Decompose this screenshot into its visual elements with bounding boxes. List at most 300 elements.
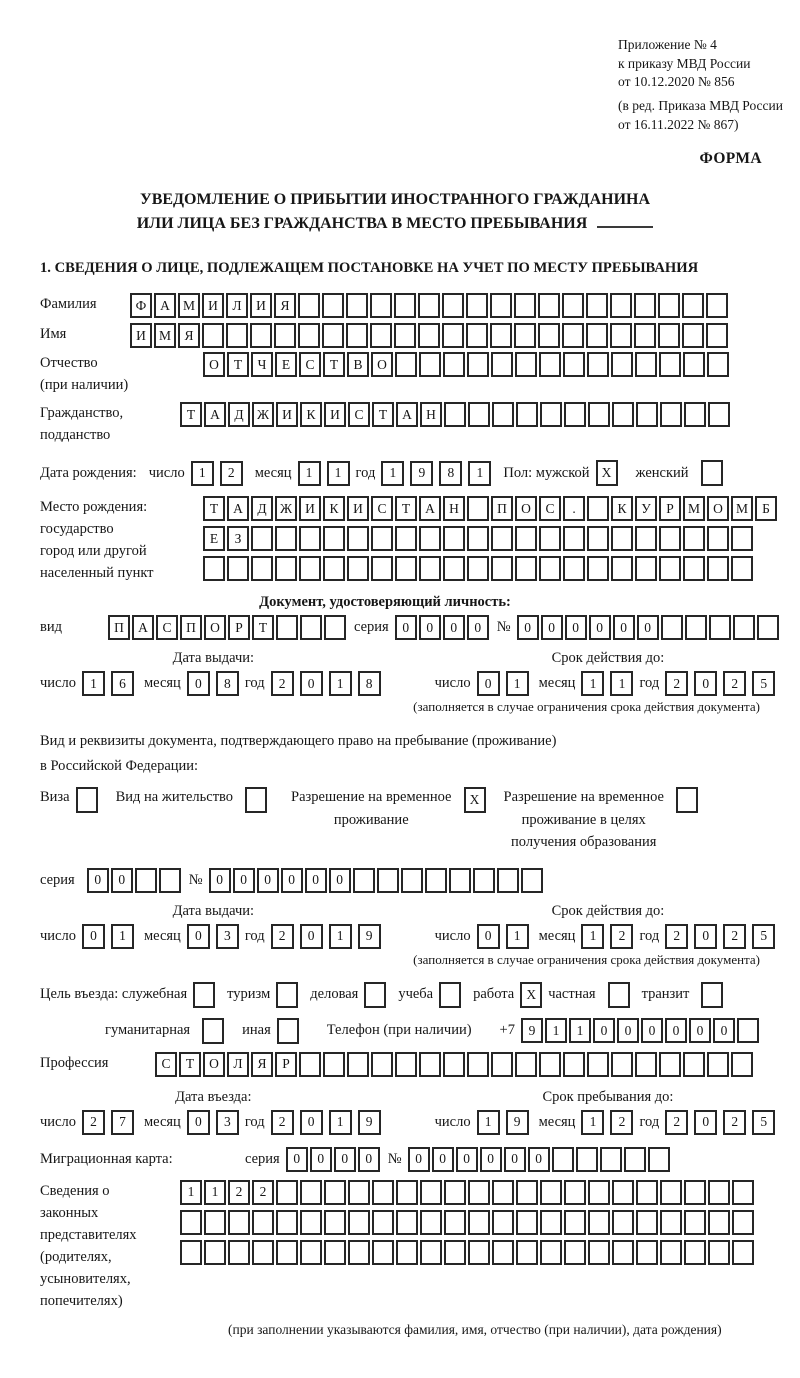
char-cell[interactable]: 9 xyxy=(410,461,433,486)
char-cell[interactable] xyxy=(635,1052,657,1077)
char-cell[interactable] xyxy=(564,1240,586,1265)
char-cell[interactable]: 9 xyxy=(358,924,381,949)
char-cell[interactable] xyxy=(492,1180,514,1205)
char-cell[interactable] xyxy=(757,615,779,640)
char-cell[interactable] xyxy=(323,556,345,581)
char-cell[interactable] xyxy=(180,1240,202,1265)
char-cell[interactable] xyxy=(467,526,489,551)
char-cell[interactable] xyxy=(395,526,417,551)
char-cell[interactable] xyxy=(377,868,399,893)
char-cell[interactable] xyxy=(300,1210,322,1235)
char-cell[interactable]: Л xyxy=(226,293,248,318)
char-cell[interactable] xyxy=(732,1210,754,1235)
char-cell[interactable] xyxy=(298,323,320,348)
char-cell[interactable]: 0 xyxy=(477,671,500,696)
char-cell[interactable] xyxy=(611,526,633,551)
char-cell[interactable] xyxy=(419,556,441,581)
char-cell[interactable] xyxy=(346,323,368,348)
char-cell[interactable]: 5 xyxy=(752,1110,775,1135)
char-cell[interactable] xyxy=(491,1052,513,1077)
char-cell[interactable] xyxy=(515,556,537,581)
char-cell[interactable] xyxy=(275,526,297,551)
char-cell[interactable] xyxy=(468,1210,490,1235)
char-cell[interactable] xyxy=(521,868,543,893)
char-cell[interactable]: С xyxy=(156,615,178,640)
checkbox-cell[interactable] xyxy=(277,1018,299,1044)
char-cell[interactable]: 0 xyxy=(589,615,611,640)
char-cell[interactable] xyxy=(347,526,369,551)
char-cell[interactable]: 0 xyxy=(665,1018,687,1043)
char-cell[interactable] xyxy=(226,323,248,348)
char-cell[interactable]: 0 xyxy=(517,615,539,640)
char-cell[interactable]: 1 xyxy=(545,1018,567,1043)
char-cell[interactable] xyxy=(563,352,585,377)
char-cell[interactable]: 9 xyxy=(521,1018,543,1043)
char-cell[interactable]: 0 xyxy=(617,1018,639,1043)
char-cell[interactable]: 0 xyxy=(613,615,635,640)
char-cell[interactable] xyxy=(396,1180,418,1205)
char-cell[interactable] xyxy=(684,1240,706,1265)
char-cell[interactable] xyxy=(323,526,345,551)
char-cell[interactable]: 0 xyxy=(395,615,417,640)
char-cell[interactable]: Н xyxy=(443,496,465,521)
char-cell[interactable]: П xyxy=(108,615,130,640)
char-cell[interactable] xyxy=(228,1240,250,1265)
char-cell[interactable] xyxy=(588,1180,610,1205)
char-cell[interactable] xyxy=(737,1018,759,1043)
checkbox-cell[interactable] xyxy=(245,787,267,813)
char-cell[interactable]: 1 xyxy=(329,924,352,949)
char-cell[interactable]: А xyxy=(227,496,249,521)
char-cell[interactable] xyxy=(323,1052,345,1077)
char-cell[interactable] xyxy=(733,615,755,640)
char-cell[interactable] xyxy=(540,402,562,427)
char-cell[interactable]: 0 xyxy=(209,868,231,893)
char-cell[interactable] xyxy=(252,1240,274,1265)
char-cell[interactable] xyxy=(708,402,730,427)
char-cell[interactable]: 1 xyxy=(569,1018,591,1043)
char-cell[interactable]: 2 xyxy=(610,924,633,949)
char-cell[interactable] xyxy=(204,1240,226,1265)
char-cell[interactable] xyxy=(371,526,393,551)
char-cell[interactable]: 1 xyxy=(506,924,529,949)
char-cell[interactable]: И xyxy=(276,402,298,427)
char-cell[interactable]: 0 xyxy=(257,868,279,893)
char-cell[interactable] xyxy=(563,556,585,581)
char-cell[interactable] xyxy=(516,1210,538,1235)
char-cell[interactable] xyxy=(299,1052,321,1077)
char-cell[interactable] xyxy=(202,323,224,348)
char-cell[interactable] xyxy=(299,556,321,581)
char-cell[interactable] xyxy=(322,293,344,318)
char-cell[interactable] xyxy=(227,556,249,581)
char-cell[interactable] xyxy=(635,352,657,377)
char-cell[interactable] xyxy=(683,526,705,551)
char-cell[interactable] xyxy=(636,1210,658,1235)
char-cell[interactable] xyxy=(322,323,344,348)
char-cell[interactable] xyxy=(442,323,464,348)
char-cell[interactable]: 6 xyxy=(111,671,134,696)
char-cell[interactable]: 9 xyxy=(506,1110,529,1135)
char-cell[interactable]: М xyxy=(154,323,176,348)
char-cell[interactable]: Я xyxy=(251,1052,273,1077)
char-cell[interactable] xyxy=(636,1180,658,1205)
char-cell[interactable] xyxy=(588,1240,610,1265)
char-cell[interactable] xyxy=(490,293,512,318)
char-cell[interactable] xyxy=(515,526,537,551)
char-cell[interactable] xyxy=(396,1240,418,1265)
char-cell[interactable] xyxy=(473,868,495,893)
char-cell[interactable] xyxy=(204,1210,226,1235)
char-cell[interactable] xyxy=(709,615,731,640)
char-cell[interactable] xyxy=(564,1210,586,1235)
char-cell[interactable]: С xyxy=(299,352,321,377)
char-cell[interactable]: С xyxy=(371,496,393,521)
char-cell[interactable] xyxy=(425,868,447,893)
char-cell[interactable] xyxy=(395,556,417,581)
char-cell[interactable] xyxy=(467,352,489,377)
char-cell[interactable] xyxy=(299,526,321,551)
char-cell[interactable] xyxy=(371,556,393,581)
char-cell[interactable]: 2 xyxy=(228,1180,250,1205)
char-cell[interactable]: Д xyxy=(251,496,273,521)
char-cell[interactable] xyxy=(587,352,609,377)
char-cell[interactable] xyxy=(372,1210,394,1235)
char-cell[interactable]: 0 xyxy=(187,671,210,696)
char-cell[interactable]: Р xyxy=(275,1052,297,1077)
char-cell[interactable] xyxy=(612,1180,634,1205)
checkbox-cell[interactable] xyxy=(701,460,723,486)
char-cell[interactable]: Т xyxy=(203,496,225,521)
char-cell[interactable] xyxy=(395,1052,417,1077)
char-cell[interactable] xyxy=(347,556,369,581)
char-cell[interactable] xyxy=(300,1240,322,1265)
char-cell[interactable]: П xyxy=(491,496,513,521)
checkbox-cell[interactable]: X xyxy=(520,982,542,1008)
char-cell[interactable]: 9 xyxy=(358,1110,381,1135)
char-cell[interactable] xyxy=(442,293,464,318)
char-cell[interactable]: 2 xyxy=(82,1110,105,1135)
char-cell[interactable]: 2 xyxy=(723,924,746,949)
char-cell[interactable]: 1 xyxy=(329,671,352,696)
char-cell[interactable]: 0 xyxy=(329,868,351,893)
char-cell[interactable] xyxy=(658,293,680,318)
char-cell[interactable]: Т xyxy=(372,402,394,427)
char-cell[interactable] xyxy=(324,1240,346,1265)
char-cell[interactable] xyxy=(443,526,465,551)
char-cell[interactable]: О xyxy=(515,496,537,521)
char-cell[interactable]: 0 xyxy=(300,1110,323,1135)
char-cell[interactable] xyxy=(394,293,416,318)
char-cell[interactable] xyxy=(250,323,272,348)
char-cell[interactable] xyxy=(372,1180,394,1205)
char-cell[interactable]: 1 xyxy=(506,671,529,696)
char-cell[interactable]: 0 xyxy=(334,1147,356,1172)
char-cell[interactable] xyxy=(562,293,584,318)
char-cell[interactable] xyxy=(648,1147,670,1172)
char-cell[interactable] xyxy=(708,1180,730,1205)
char-cell[interactable]: 7 xyxy=(111,1110,134,1135)
char-cell[interactable] xyxy=(708,1240,730,1265)
char-cell[interactable]: 1 xyxy=(581,1110,604,1135)
char-cell[interactable] xyxy=(576,1147,598,1172)
char-cell[interactable] xyxy=(371,1052,393,1077)
char-cell[interactable] xyxy=(682,323,704,348)
char-cell[interactable] xyxy=(564,1180,586,1205)
char-cell[interactable] xyxy=(587,556,609,581)
char-cell[interactable]: Р xyxy=(228,615,250,640)
char-cell[interactable]: Ч xyxy=(251,352,273,377)
char-cell[interactable]: М xyxy=(731,496,753,521)
char-cell[interactable] xyxy=(298,293,320,318)
char-cell[interactable] xyxy=(600,1147,622,1172)
char-cell[interactable] xyxy=(515,1052,537,1077)
char-cell[interactable]: 8 xyxy=(358,671,381,696)
char-cell[interactable]: Ж xyxy=(252,402,274,427)
char-cell[interactable] xyxy=(159,868,181,893)
char-cell[interactable] xyxy=(444,1180,466,1205)
char-cell[interactable]: И xyxy=(250,293,272,318)
char-cell[interactable]: А xyxy=(132,615,154,640)
char-cell[interactable]: 0 xyxy=(504,1147,526,1172)
char-cell[interactable] xyxy=(634,323,656,348)
char-cell[interactable] xyxy=(682,293,704,318)
char-cell[interactable] xyxy=(706,323,728,348)
char-cell[interactable] xyxy=(420,1180,442,1205)
char-cell[interactable]: 0 xyxy=(187,1110,210,1135)
char-cell[interactable] xyxy=(563,526,585,551)
char-cell[interactable] xyxy=(612,1210,634,1235)
char-cell[interactable]: К xyxy=(300,402,322,427)
char-cell[interactable]: Т xyxy=(179,1052,201,1077)
char-cell[interactable]: 0 xyxy=(286,1147,308,1172)
char-cell[interactable] xyxy=(516,1180,538,1205)
char-cell[interactable] xyxy=(180,1210,202,1235)
char-cell[interactable]: 0 xyxy=(300,924,323,949)
checkbox-cell[interactable] xyxy=(608,982,630,1008)
char-cell[interactable]: О xyxy=(203,1052,225,1077)
char-cell[interactable] xyxy=(515,352,537,377)
char-cell[interactable]: Ж xyxy=(275,496,297,521)
char-cell[interactable] xyxy=(707,1052,729,1077)
char-cell[interactable] xyxy=(203,556,225,581)
char-cell[interactable]: 1 xyxy=(581,671,604,696)
char-cell[interactable] xyxy=(588,1210,610,1235)
char-cell[interactable] xyxy=(443,556,465,581)
char-cell[interactable]: . xyxy=(563,496,585,521)
char-cell[interactable]: 1 xyxy=(82,671,105,696)
char-cell[interactable]: 1 xyxy=(381,461,404,486)
char-cell[interactable]: 0 xyxy=(694,924,717,949)
char-cell[interactable] xyxy=(659,556,681,581)
char-cell[interactable] xyxy=(538,323,560,348)
char-cell[interactable]: 2 xyxy=(665,924,688,949)
char-cell[interactable]: 0 xyxy=(87,868,109,893)
char-cell[interactable] xyxy=(660,402,682,427)
char-cell[interactable] xyxy=(492,1240,514,1265)
char-cell[interactable]: О xyxy=(204,615,226,640)
char-cell[interactable] xyxy=(660,1240,682,1265)
char-cell[interactable]: 0 xyxy=(565,615,587,640)
char-cell[interactable] xyxy=(348,1180,370,1205)
char-cell[interactable] xyxy=(587,496,609,521)
char-cell[interactable] xyxy=(636,402,658,427)
char-cell[interactable] xyxy=(394,323,416,348)
char-cell[interactable] xyxy=(586,323,608,348)
char-cell[interactable] xyxy=(444,402,466,427)
char-cell[interactable] xyxy=(276,1240,298,1265)
char-cell[interactable]: М xyxy=(178,293,200,318)
char-cell[interactable] xyxy=(348,1210,370,1235)
char-cell[interactable]: Д xyxy=(228,402,250,427)
checkbox-cell[interactable] xyxy=(439,982,461,1008)
char-cell[interactable]: 2 xyxy=(610,1110,633,1135)
char-cell[interactable]: Я xyxy=(178,323,200,348)
char-cell[interactable] xyxy=(612,1240,634,1265)
checkbox-cell[interactable]: X xyxy=(596,460,618,486)
char-cell[interactable]: 0 xyxy=(111,868,133,893)
char-cell[interactable] xyxy=(395,352,417,377)
char-cell[interactable]: О xyxy=(203,352,225,377)
char-cell[interactable] xyxy=(274,323,296,348)
char-cell[interactable] xyxy=(514,293,536,318)
char-cell[interactable]: 1 xyxy=(180,1180,202,1205)
char-cell[interactable] xyxy=(707,556,729,581)
char-cell[interactable] xyxy=(684,1180,706,1205)
char-cell[interactable]: А xyxy=(154,293,176,318)
char-cell[interactable] xyxy=(563,1052,585,1077)
char-cell[interactable]: Е xyxy=(275,352,297,377)
char-cell[interactable] xyxy=(491,352,513,377)
char-cell[interactable]: 8 xyxy=(439,461,462,486)
char-cell[interactable] xyxy=(300,615,322,640)
checkbox-cell[interactable] xyxy=(276,982,298,1008)
char-cell[interactable]: 0 xyxy=(694,1110,717,1135)
char-cell[interactable] xyxy=(251,526,273,551)
char-cell[interactable]: 0 xyxy=(637,615,659,640)
char-cell[interactable] xyxy=(612,402,634,427)
char-cell[interactable] xyxy=(660,1210,682,1235)
char-cell[interactable]: И xyxy=(202,293,224,318)
char-cell[interactable] xyxy=(466,293,488,318)
char-cell[interactable]: З xyxy=(227,526,249,551)
char-cell[interactable]: 1 xyxy=(329,1110,352,1135)
char-cell[interactable] xyxy=(658,323,680,348)
char-cell[interactable]: 0 xyxy=(480,1147,502,1172)
char-cell[interactable]: Н xyxy=(420,402,442,427)
char-cell[interactable]: 2 xyxy=(271,1110,294,1135)
char-cell[interactable]: 1 xyxy=(327,461,350,486)
char-cell[interactable]: 0 xyxy=(541,615,563,640)
char-cell[interactable]: А xyxy=(419,496,441,521)
char-cell[interactable]: С xyxy=(539,496,561,521)
char-cell[interactable] xyxy=(372,1240,394,1265)
char-cell[interactable] xyxy=(588,402,610,427)
checkbox-cell[interactable] xyxy=(202,1018,224,1044)
char-cell[interactable]: А xyxy=(204,402,226,427)
char-cell[interactable] xyxy=(491,526,513,551)
char-cell[interactable] xyxy=(468,402,490,427)
char-cell[interactable]: С xyxy=(155,1052,177,1077)
char-cell[interactable] xyxy=(634,293,656,318)
char-cell[interactable] xyxy=(684,402,706,427)
char-cell[interactable] xyxy=(135,868,157,893)
char-cell[interactable]: 3 xyxy=(216,924,239,949)
char-cell[interactable]: 0 xyxy=(408,1147,430,1172)
char-cell[interactable]: А xyxy=(396,402,418,427)
char-cell[interactable] xyxy=(490,323,512,348)
char-cell[interactable] xyxy=(516,1240,538,1265)
char-cell[interactable]: 0 xyxy=(281,868,303,893)
char-cell[interactable] xyxy=(443,352,465,377)
char-cell[interactable] xyxy=(684,1210,706,1235)
char-cell[interactable] xyxy=(491,556,513,581)
char-cell[interactable] xyxy=(370,293,392,318)
char-cell[interactable]: К xyxy=(611,496,633,521)
char-cell[interactable]: 0 xyxy=(82,924,105,949)
char-cell[interactable]: 0 xyxy=(310,1147,332,1172)
char-cell[interactable]: К xyxy=(323,496,345,521)
char-cell[interactable]: 0 xyxy=(641,1018,663,1043)
char-cell[interactable] xyxy=(467,556,489,581)
checkbox-cell[interactable] xyxy=(364,982,386,1008)
checkbox-cell[interactable] xyxy=(76,787,98,813)
checkbox-cell[interactable] xyxy=(676,787,698,813)
char-cell[interactable]: Л xyxy=(227,1052,249,1077)
char-cell[interactable] xyxy=(660,1180,682,1205)
char-cell[interactable] xyxy=(659,1052,681,1077)
char-cell[interactable]: И xyxy=(347,496,369,521)
char-cell[interactable] xyxy=(635,556,657,581)
char-cell[interactable] xyxy=(706,293,728,318)
char-cell[interactable] xyxy=(276,1210,298,1235)
char-cell[interactable]: Т xyxy=(323,352,345,377)
char-cell[interactable] xyxy=(562,323,584,348)
char-cell[interactable] xyxy=(732,1180,754,1205)
char-cell[interactable] xyxy=(449,868,471,893)
char-cell[interactable] xyxy=(401,868,423,893)
char-cell[interactable]: 0 xyxy=(713,1018,735,1043)
char-cell[interactable]: 0 xyxy=(358,1147,380,1172)
char-cell[interactable] xyxy=(370,323,392,348)
char-cell[interactable] xyxy=(467,496,489,521)
char-cell[interactable] xyxy=(539,352,561,377)
char-cell[interactable] xyxy=(276,1180,298,1205)
char-cell[interactable] xyxy=(586,293,608,318)
char-cell[interactable] xyxy=(419,1052,441,1077)
char-cell[interactable] xyxy=(348,1240,370,1265)
char-cell[interactable] xyxy=(540,1180,562,1205)
char-cell[interactable] xyxy=(466,323,488,348)
char-cell[interactable] xyxy=(324,1180,346,1205)
char-cell[interactable]: 0 xyxy=(456,1147,478,1172)
char-cell[interactable] xyxy=(444,1240,466,1265)
char-cell[interactable] xyxy=(683,1052,705,1077)
char-cell[interactable]: В xyxy=(347,352,369,377)
char-cell[interactable]: О xyxy=(371,352,393,377)
char-cell[interactable]: С xyxy=(348,402,370,427)
char-cell[interactable] xyxy=(353,868,375,893)
char-cell[interactable] xyxy=(492,1210,514,1235)
char-cell[interactable] xyxy=(539,1052,561,1077)
char-cell[interactable] xyxy=(732,1240,754,1265)
char-cell[interactable]: 5 xyxy=(752,924,775,949)
char-cell[interactable] xyxy=(251,556,273,581)
char-cell[interactable]: Б xyxy=(755,496,777,521)
char-cell[interactable] xyxy=(418,323,440,348)
char-cell[interactable]: 1 xyxy=(477,1110,500,1135)
char-cell[interactable]: 0 xyxy=(467,615,489,640)
